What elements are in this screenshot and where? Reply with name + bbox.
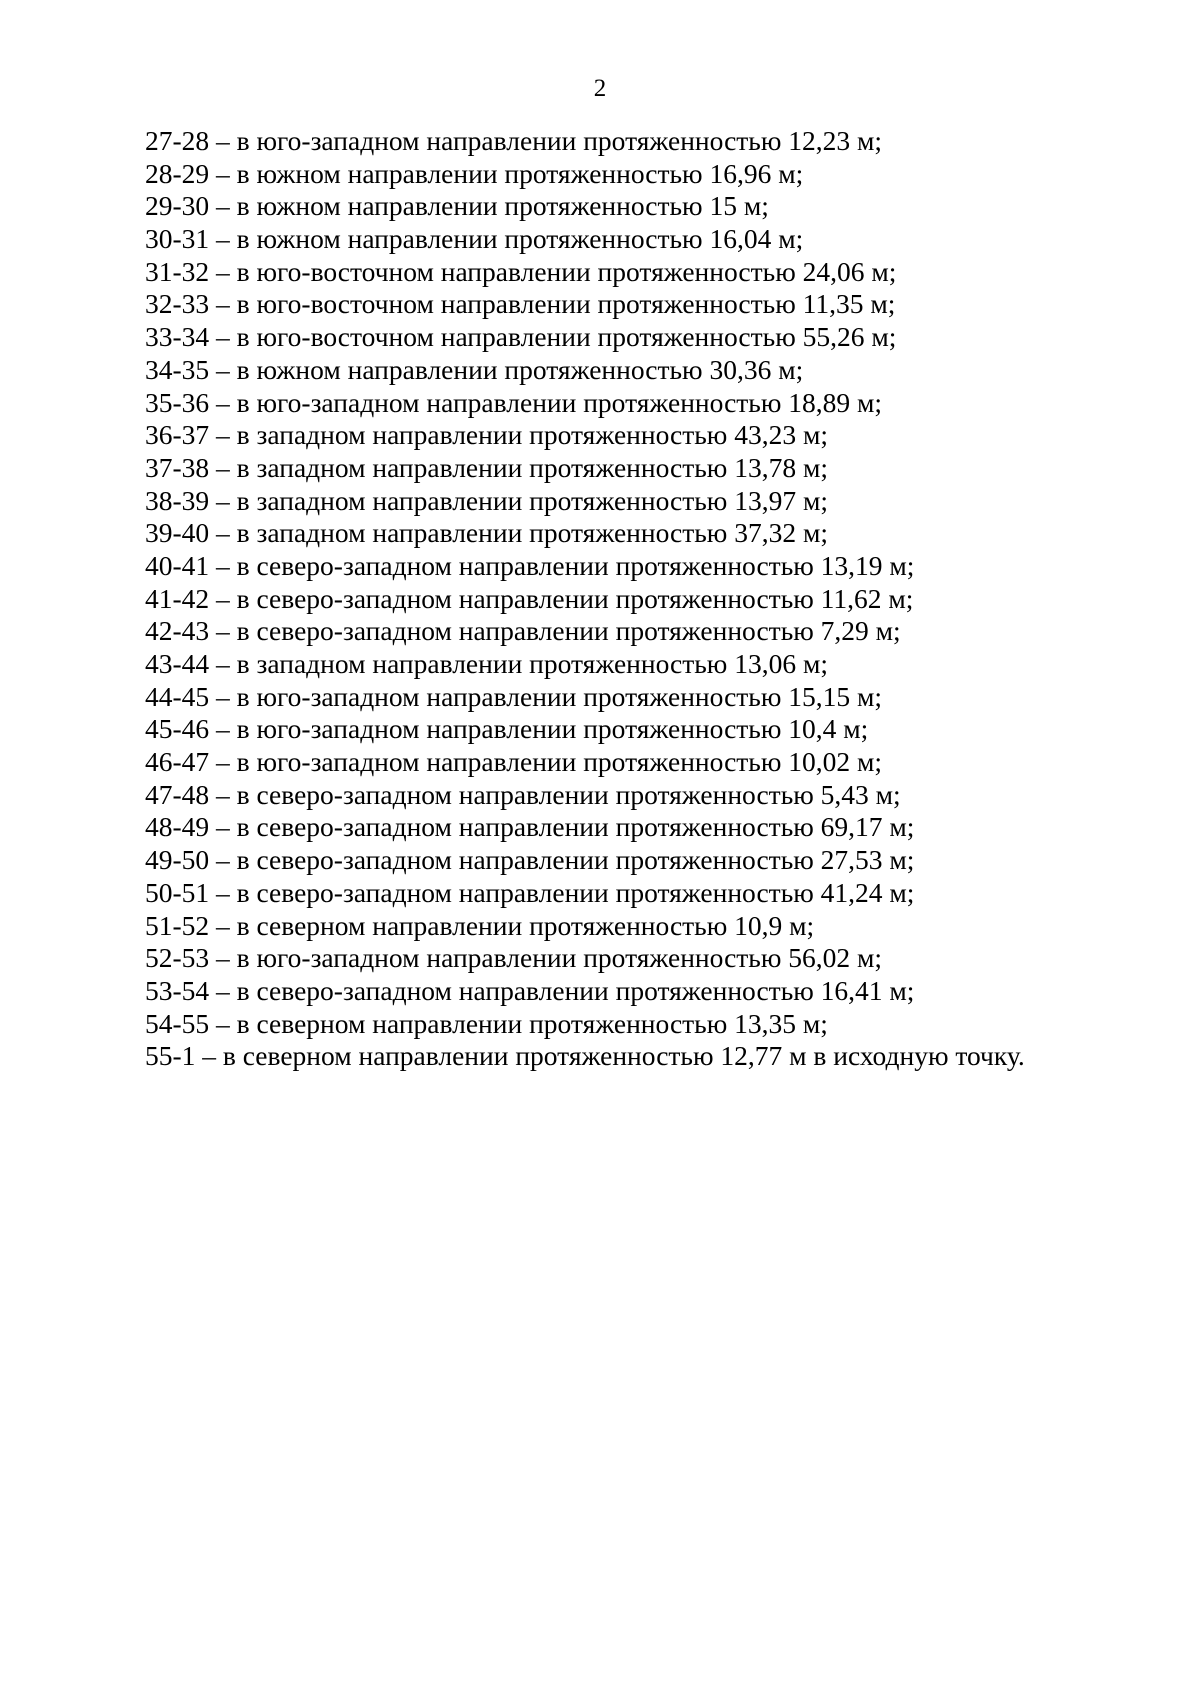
segment-line: 35-36 – в юго-западном направлении протяженностью 18,89 м;: [145, 386, 883, 418]
segment-line: 55-1 – в северном направлении протяженностью 12,77 м в исходную точку.: [145, 1040, 1025, 1072]
segment-line: 34-35 – в южном направлении протяженностью 30,36 м;: [145, 353, 804, 385]
segment-line: 31-32 – в юго-восточном направлении протяженностью 24,06 м;: [145, 255, 897, 287]
segment-line: 39-40 – в западном направлении протяженностью 37,32 м;: [145, 517, 829, 549]
segment-line: 40-41 – в северо-западном направлении протяженностью 13,19 м;: [145, 549, 915, 581]
segment-line: 43-44 – в западном направлении протяженностью 13,06 м;: [145, 648, 829, 679]
segment-line: 28-29 – в южном направлении протяженностью 16,96 м;: [145, 157, 804, 189]
segment-line: 41-42 – в северо-западном направлении протяженностью 11,62 м;: [145, 582, 914, 614]
segment-line: 49-50 – в северо-западном направлении протяженностью 27,53 м;: [145, 844, 915, 876]
segment-line: 46-47 – в юго-западном направлении протяженностью 10,02 м;: [145, 746, 883, 778]
segment-line: 50-51 – в северо-западном направлении протяженностью 41,24 м;: [145, 876, 915, 908]
segment-line: 38-39 – в западном направлении протяженностью 13,97 м;: [145, 484, 829, 516]
page-number: 2: [593, 75, 607, 102]
segment-line: 53-54 – в северо-западном направлении протяженностью 16,41 м;: [145, 974, 915, 1006]
segment-line: 36-37 – в западном направлении протяженностью 43,23 м;: [145, 419, 829, 451]
boundary-segment-list: [145, 125, 1155, 1073]
segment-line: 37-38 – в западном направлении протяженностью 13,78 м;: [145, 451, 829, 483]
segment-line: 44-45 – в юго-западном направлении протяженностью 15,15 м;: [145, 680, 883, 712]
segment-line: 33-34 – в юго-восточном направлении протяженностью 55,26 м;: [145, 321, 897, 353]
segment-line: 45-46 – в юго-западном направлении протяженностью 10,4 м;: [145, 713, 869, 745]
segment-line: 54-55 – в северном направлении протяженностью 13,35 м;: [145, 1007, 828, 1039]
segment-line: 48-49 – в северо-западном направлении протяженностью 69,17 м;: [145, 811, 915, 843]
segment-line: 42-43 – в северо-западном направлении протяженностью 7,29 м;: [145, 615, 901, 647]
segment-line: 32-33 – в юго-восточном направлении протяженностью 11,35 м;: [145, 288, 896, 320]
segment-line: 52-53 – в юго-западном направлении протяженностью 56,02 м;: [145, 942, 883, 974]
segment-line: 47-48 – в северо-западном направлении протяженностью 5,43 м;: [145, 778, 901, 810]
segment-line: 30-31 – в южном направлении протяженностью 16,04 м;: [145, 223, 804, 255]
segment-line: 29-30 – в южном направлении протяженностью 15 м;: [145, 190, 769, 222]
segment-line: 27-28 – в юго-западном направлении протяженностью 12,23 м;: [145, 125, 883, 156]
segment-line: 51-52 – в северном направлении протяженностью 10,9 м;: [145, 909, 815, 941]
